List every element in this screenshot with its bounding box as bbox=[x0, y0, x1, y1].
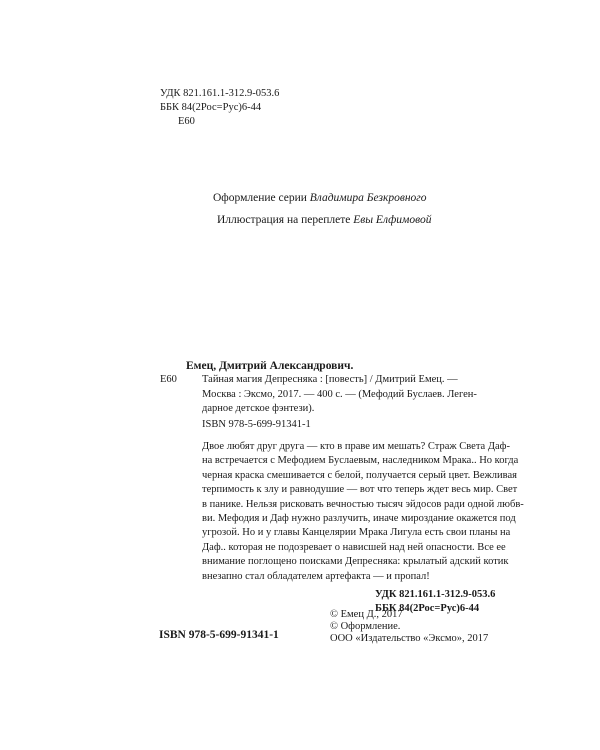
annotation-line: внезапно стал обладателем артефакта — и пропал! bbox=[202, 570, 430, 582]
author-mark-top: Е60 bbox=[178, 116, 195, 127]
annotation-line: на встречается с Мефодием Буслаевым, наследником Мрака.. Но когда bbox=[202, 455, 519, 467]
catalog-author-heading: Емец, Дмитрий Александрович. bbox=[186, 360, 354, 372]
series-design-credit bbox=[213, 191, 427, 206]
annotation-line: в панике. Нельзя рисковать вечностью тысяч эйдосов ради одной любв- bbox=[202, 498, 524, 510]
annotation-line: терпимость к злу и равнодушие — вот что теперь ждет весь мир. Свет bbox=[202, 484, 518, 496]
copyright-line: ООО «Издательство «Эксмо», 2017 bbox=[330, 633, 489, 644]
illustrator-name: Евы Елфимовой bbox=[353, 214, 432, 226]
annotation-line: ви. Мефодия и Даф нужно разлучить, иначе мироздание окажется под bbox=[202, 513, 516, 525]
bbk-code-bottom: ББК 84(2Рос=Рус)6-44 bbox=[375, 603, 480, 614]
annotation-line: внимание поглощено поисками Депресняка: крылатый адский котик bbox=[202, 556, 509, 568]
annotation-line: черная краска смешивается с белой, получается серый цвет. Вежливая bbox=[202, 469, 517, 481]
footer-isbn: ISBN 978-5-699-91341-1 bbox=[159, 629, 279, 641]
annotation-paragraph bbox=[202, 440, 524, 584]
copyright-block bbox=[330, 609, 488, 645]
illustration-prefix: Иллюстрация на переплете bbox=[217, 214, 354, 226]
annotation-line: Даф.. которая не подозревает о нависшей над ней опасности. Все ее bbox=[202, 541, 506, 553]
catalog-description-line: Москва : Эксмо, 2017. — 400 с. — (Мефодий Буслаев. Леген- bbox=[202, 388, 477, 400]
series-designer-name: Владимира Безкровного bbox=[309, 192, 427, 204]
annotation-line: Двое любят друг друга — кто в праве им мешать? Страж Света Даф- bbox=[202, 441, 510, 452]
catalog-description-line: Тайная магия Депресняка : [повесть] / Дмитрий Емец. — bbox=[202, 374, 458, 385]
udk-code-bottom: УДК 821.161.1-312.9-053.6 bbox=[375, 589, 496, 600]
series-design-prefix: Оформление серии bbox=[213, 192, 310, 204]
udk-code-top: УДК 821.161.1-312.9-053.6 bbox=[160, 88, 280, 99]
catalog-author-mark: Е60 bbox=[160, 374, 177, 385]
illustration-credit bbox=[217, 213, 431, 228]
catalog-isbn: ISBN 978-5-699-91341-1 bbox=[202, 419, 311, 430]
copyright-line: © Оформление. bbox=[330, 621, 401, 632]
catalog-description-line: дарное детское фэнтези). bbox=[202, 403, 315, 414]
catalog-description bbox=[202, 373, 477, 417]
annotation-line: угрозой. Но и у главы Канцелярии Мрака Лигула есть свои планы на bbox=[202, 527, 511, 539]
bbk-code-top: ББК 84(2Рос=Рус)6-44 bbox=[160, 102, 262, 113]
copyright-line: © Емец Д., 2017 bbox=[330, 609, 403, 620]
